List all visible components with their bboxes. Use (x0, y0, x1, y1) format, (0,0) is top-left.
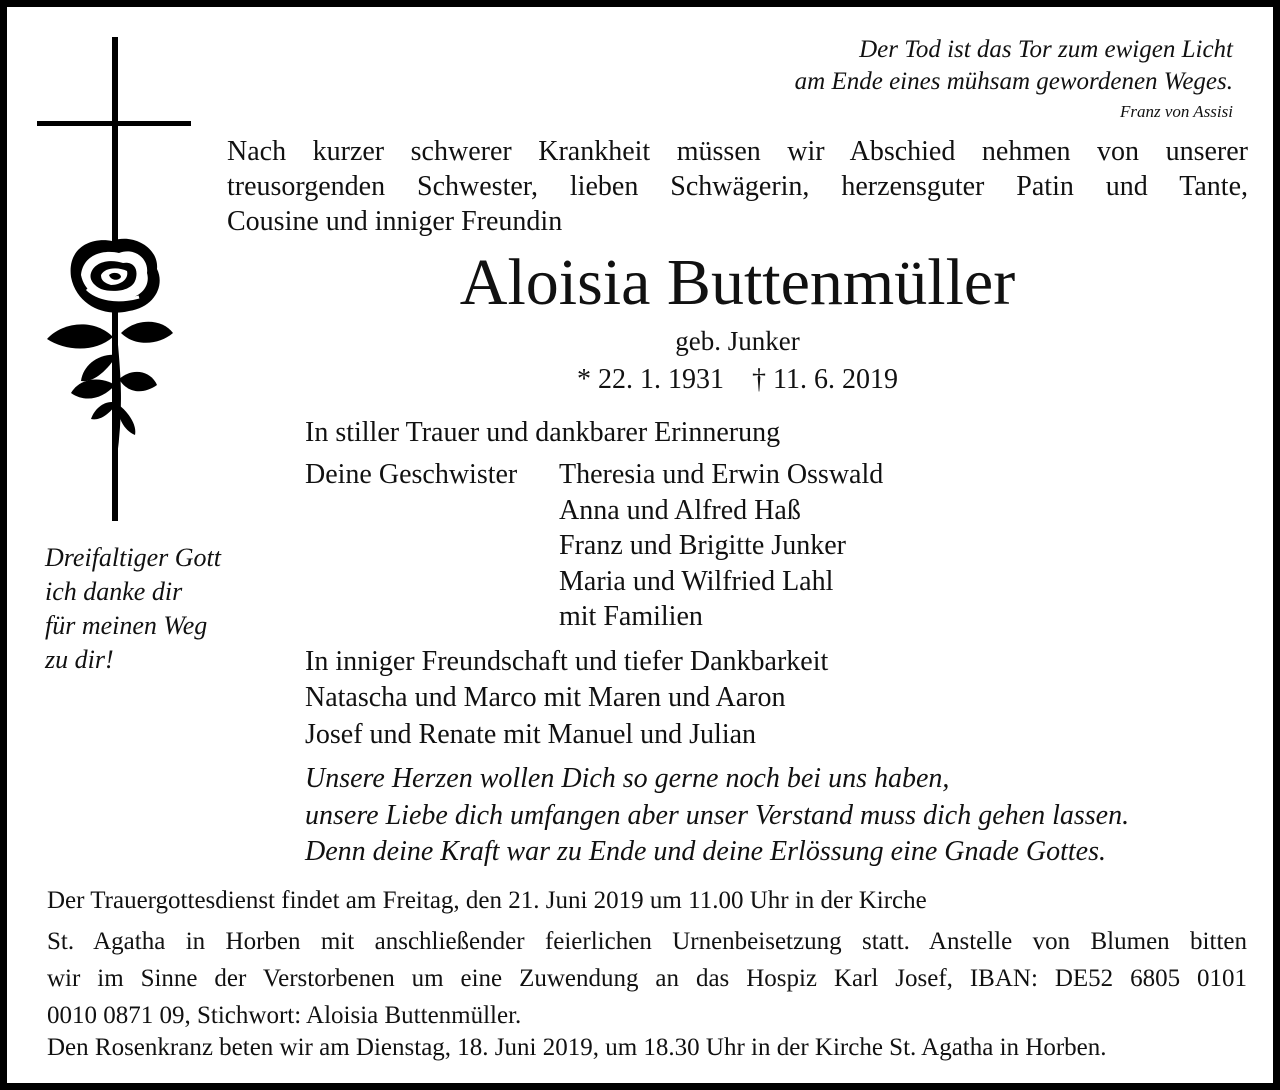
birth-date: * 22. 1. 1931 (577, 364, 725, 395)
intro-line: treusorgenden Schwester, lieben Schwägerin, herzensguter Patin und Tante, (227, 171, 1248, 202)
left-poem-line: zu dir! (45, 645, 114, 674)
friend-entry: Josef und Renate mit Manuel und Julian (305, 719, 757, 750)
sibling-entry: mit Familien (559, 601, 703, 632)
deceased-name: Aloisia Buttenmüller (459, 246, 1016, 319)
maiden-name: geb. Junker (675, 326, 800, 356)
service-line: wir im Sinne der Verstorbenen um eine Zuwendung an das Hospiz Karl Josef, IBAN: DE52 6805 0101 (47, 965, 1247, 992)
siblings-label: Deine Geschwister (305, 459, 518, 490)
verse-line: Unsere Herzen wollen Dich so gerne noch bei uns haben, (305, 763, 950, 794)
friends-heading: In inniger Freundschaft und tiefer Dankbarkeit (305, 646, 829, 677)
sibling-entry: Anna und Alfred Haß (559, 495, 801, 526)
sibling-entry: Franz und Brigitte Junker (559, 530, 846, 561)
verse-line: Denn deine Kraft war zu Ende und deine Erlössung eine Gnade Gottes. (305, 836, 1107, 867)
left-poem-line: ich danke dir (45, 577, 183, 606)
left-poem-line: Dreifaltiger Gott (45, 543, 221, 572)
service-line: St. Agatha in Horben mit anschließender feierlichen Urnenbeisetzung statt. Anstelle von Blumen bitten (47, 928, 1247, 955)
rosary-notice: Den Rosenkranz beten wir am Dienstag, 18. Juni 2019, um 18.30 Uhr in der Kirche St. Agatha in Horben. (47, 1034, 1107, 1061)
verse-line: unsere Liebe dich umfangen aber unser Verstand muss dich gehen lassen. (305, 800, 1130, 831)
life-dates (227, 364, 1248, 396)
intro-line: Nach kurzer schwerer Krankheit müssen wir Abschied nehmen von unserer (227, 136, 1248, 167)
intro-paragraph (227, 134, 1248, 239)
death-date: † 11. 6. 2019 (752, 364, 898, 395)
service-line: Der Trauergottesdienst findet am Freitag, den 21. Juni 2019 um 11.00 Uhr in der Kirche (47, 887, 927, 914)
intro-line: Cousine und inniger Freundin (227, 206, 563, 237)
sibling-entry: Maria und Wilfried Lahl (559, 566, 834, 597)
sibling-entry: Theresia und Erwin Osswald (559, 459, 884, 490)
service-line: 0010 0871 09, Stichwort: Aloisia Buttenmüller. (47, 1002, 522, 1029)
quote-line-1: Der Tod ist das Tor zum ewigen Licht (859, 36, 1233, 63)
cross-with-rose-icon (37, 37, 217, 537)
quote-line-2: am Ende eines mühsam gewordenen Weges. (794, 68, 1233, 95)
friend-entry: Natascha und Marco mit Maren und Aaron (305, 682, 786, 713)
service-paragraph (47, 923, 1247, 1034)
mourners-heading: In stiller Trauer und dankbarer Erinnerung (305, 417, 781, 448)
quote-author: Franz von Assisi (1119, 102, 1233, 121)
left-poem-line: für meinen Weg (45, 611, 208, 640)
